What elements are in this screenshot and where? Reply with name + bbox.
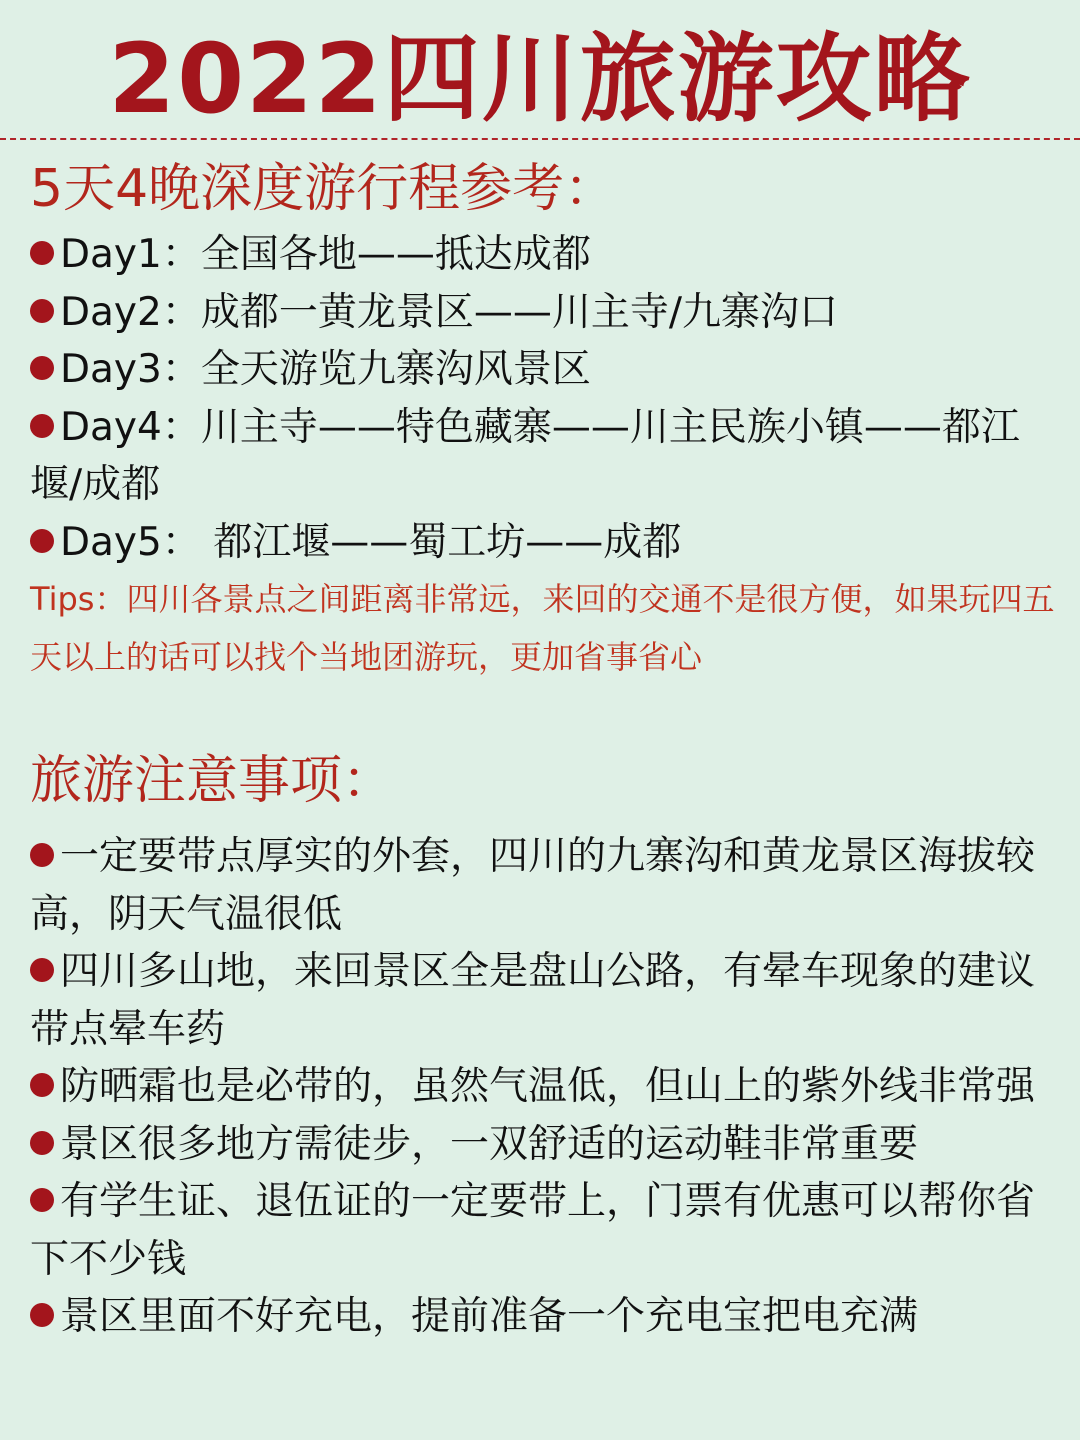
note-item-3 bbox=[30, 1058, 1070, 1116]
note-text: 景区里面不好充电，提前准备一个充电宝把电充满 bbox=[60, 1294, 919, 1339]
itinerary-day-text: Day1：全国各地——抵达成都 bbox=[60, 232, 591, 277]
note-text: 四川多山地，来回景区全是盘山公路，有晕车现象的建议带点晕车药 bbox=[30, 949, 1036, 1052]
bullet-dot-icon bbox=[30, 414, 54, 438]
bullet-dot-icon bbox=[30, 529, 54, 553]
itinerary-tips: Tips：四川各景点之间距离非常远，来回的交通不是很方便，如果玩四五天以上的话可以找个当地团游玩，更加省事省心 bbox=[30, 580, 1055, 676]
note-item-4 bbox=[30, 1116, 1070, 1174]
itinerary-day-3 bbox=[30, 341, 1070, 399]
bullet-dot-icon bbox=[30, 1188, 54, 1212]
bullet-dot-icon bbox=[30, 1073, 54, 1097]
itinerary-day-text: Day5： 都江堰——蜀工坊——成都 bbox=[60, 519, 682, 565]
bullet-dot-icon bbox=[30, 241, 54, 265]
content bbox=[30, 152, 1070, 1346]
bullet-dot-icon bbox=[30, 958, 54, 982]
note-text: 防晒霜也是必带的，虽然气温低，但山上的紫外线非常强 bbox=[60, 1064, 1036, 1109]
note-item-1 bbox=[30, 828, 1070, 943]
itinerary-day-5 bbox=[30, 514, 1070, 572]
itinerary-day-text: Day3：全天游览九寨沟风景区 bbox=[60, 347, 591, 392]
note-item-6 bbox=[30, 1288, 1070, 1346]
itinerary-day-1 bbox=[30, 226, 1070, 284]
note-text: 一定要带点厚实的外套，四川的九寨沟和黄龙景区海拔较高，阴天气温很低 bbox=[30, 834, 1036, 937]
bullet-dot-icon bbox=[30, 356, 54, 380]
bullet-dot-icon bbox=[30, 1131, 54, 1155]
itinerary-day-4 bbox=[30, 399, 1070, 514]
note-item-5 bbox=[30, 1173, 1070, 1288]
page-title: 2022四川旅游攻略 bbox=[108, 23, 972, 135]
dashed-divider bbox=[0, 138, 1080, 140]
bullet-dot-icon bbox=[30, 1303, 54, 1327]
itinerary-day-text: Day2：成都一黄龙景区——川主寺/九寨沟口 bbox=[60, 289, 838, 335]
note-text: 有学生证、退伍证的一定要带上，门票有优惠可以帮你省下不少钱 bbox=[30, 1179, 1036, 1282]
itinerary-day-text: Day4：川主寺——特色藏寨——川主民族小镇——都江堰/成都 bbox=[30, 404, 1020, 507]
note-text: 景区很多地方需徒步，一双舒适的运动鞋非常重要 bbox=[60, 1121, 919, 1167]
bullet-dot-icon bbox=[30, 843, 54, 867]
bullet-dot-icon bbox=[30, 299, 54, 323]
notes-heading: 旅游注意事项： bbox=[30, 751, 395, 811]
itinerary-day-2 bbox=[30, 284, 1070, 342]
note-item-2 bbox=[30, 943, 1070, 1058]
itinerary-heading: 5天4晚深度游行程参考： bbox=[30, 159, 617, 219]
